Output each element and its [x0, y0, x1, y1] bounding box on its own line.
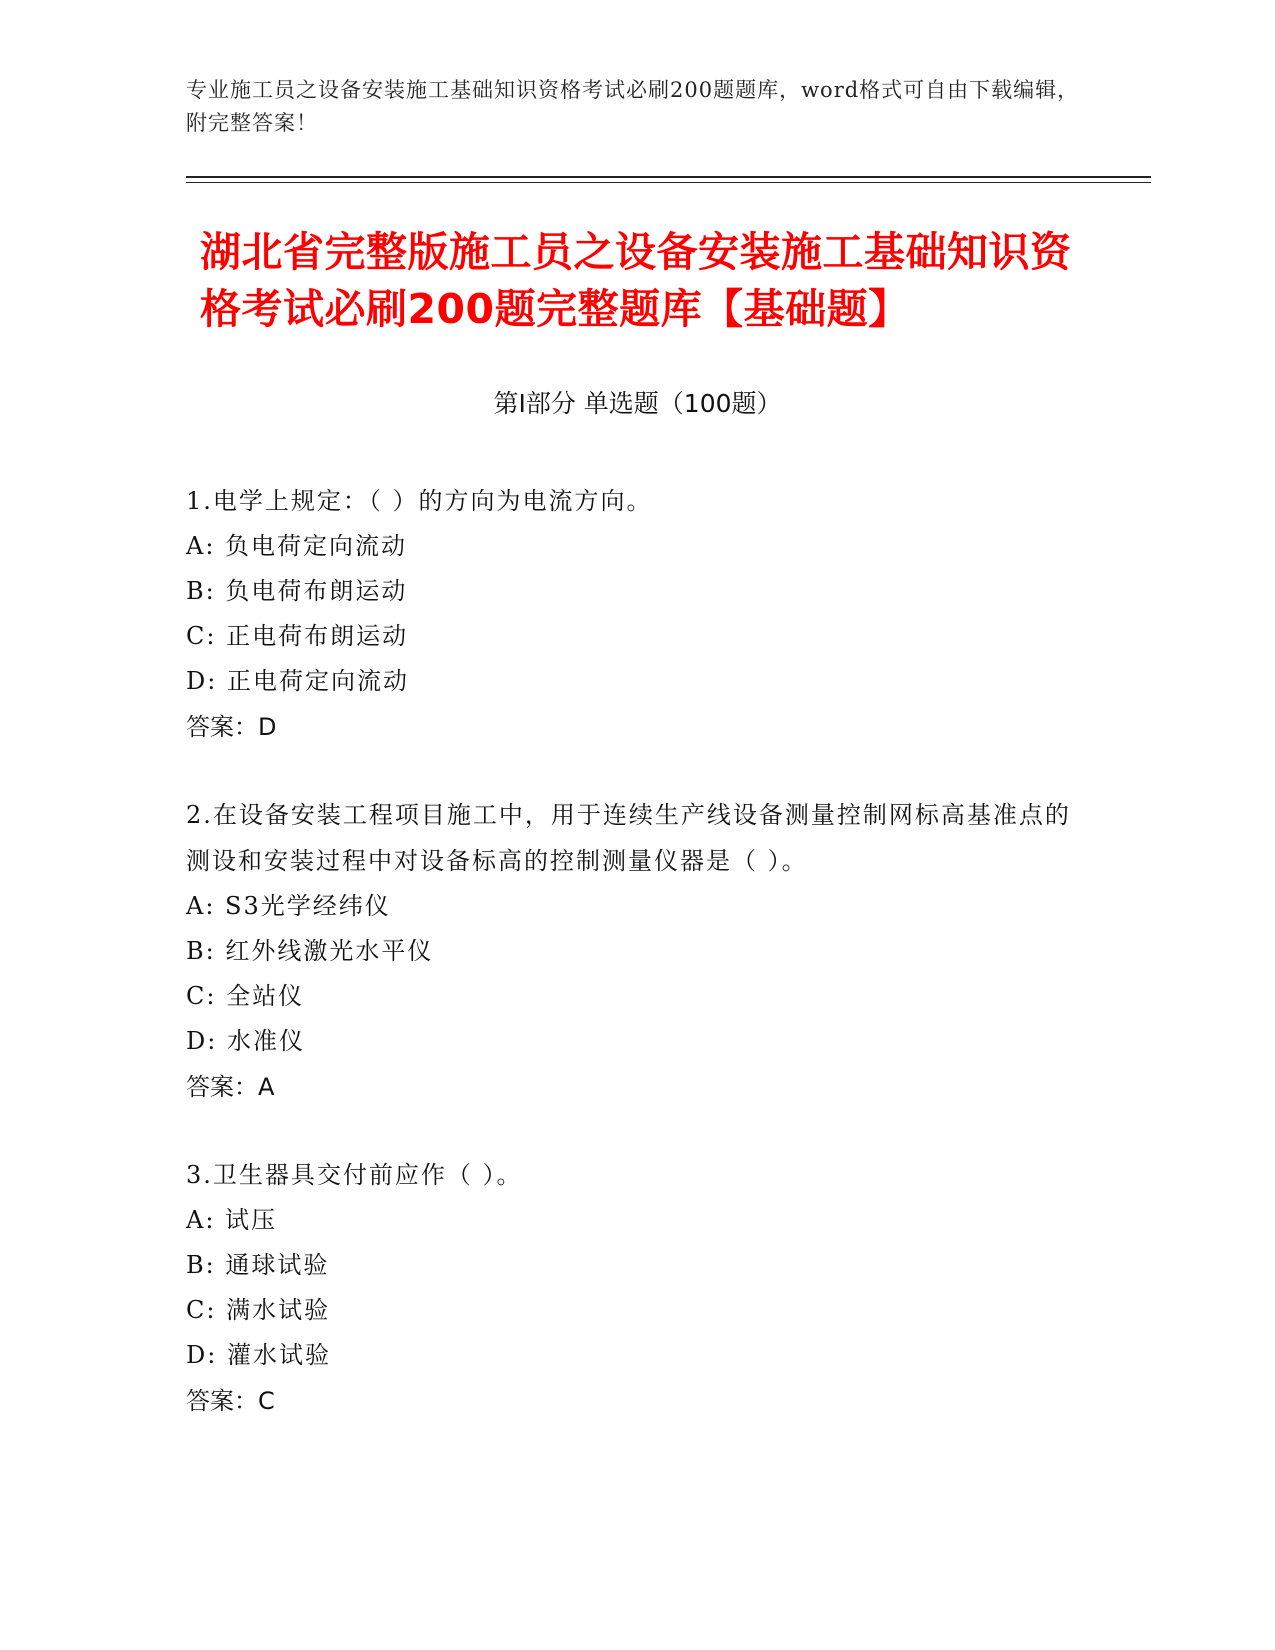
option-d: D: 灌水试验: [186, 1341, 331, 1369]
answer: 答案：C: [186, 1387, 275, 1415]
header-rule-thick: [186, 176, 1151, 178]
question-stem: 3.卫生器具交付前应作（ ）。: [186, 1161, 523, 1189]
option-c: C: 正电荷布朗运动: [186, 622, 409, 650]
answer: 答案：D: [186, 713, 277, 741]
section-title: 第Ⅰ部分 单选题（100题）: [493, 389, 782, 418]
header-note: 专业施工员之设备安装施工基础知识资格考试必刷200题题库，word格式可自由下载编辑，附完整答案！: [186, 78, 1080, 135]
option-b: B: 负电荷布朗运动: [186, 577, 408, 605]
option-b: B: 红外线激光水平仪: [186, 937, 434, 965]
option-c: C: 全站仪: [186, 982, 305, 1010]
option-c: C: 满水试验: [186, 1296, 331, 1324]
answer: 答案：A: [186, 1073, 275, 1101]
option-a: A: 负电荷定向流动: [186, 532, 408, 560]
question-3: [186, 1152, 1086, 1424]
option-d: D: 水准仪: [186, 1027, 305, 1055]
question-list: [186, 478, 1086, 1466]
question-stem: 2.在设备安装工程项目施工中，用于连续生产线设备测量控制网标高基准点的测设和安装过程中对设备标高的控制测量仪器是（ ）。: [186, 801, 1071, 875]
option-d: D: 正电荷定向流动: [186, 667, 409, 695]
question-stem: 1.电学上规定：（ ）的方向为电流方向。: [186, 487, 653, 515]
header-rule-thin: [186, 182, 1151, 183]
question-1: [186, 478, 1086, 750]
option-a: A: 试压: [186, 1206, 278, 1234]
question-2: [186, 792, 1086, 1110]
option-a: A: S3光学经纬仪: [186, 892, 391, 920]
document-title: 湖北省完整版施工员之设备安装施工基础知识资格考试必刷200题完整题库【基础题】: [200, 228, 1072, 333]
option-b: B: 通球试验: [186, 1251, 330, 1279]
